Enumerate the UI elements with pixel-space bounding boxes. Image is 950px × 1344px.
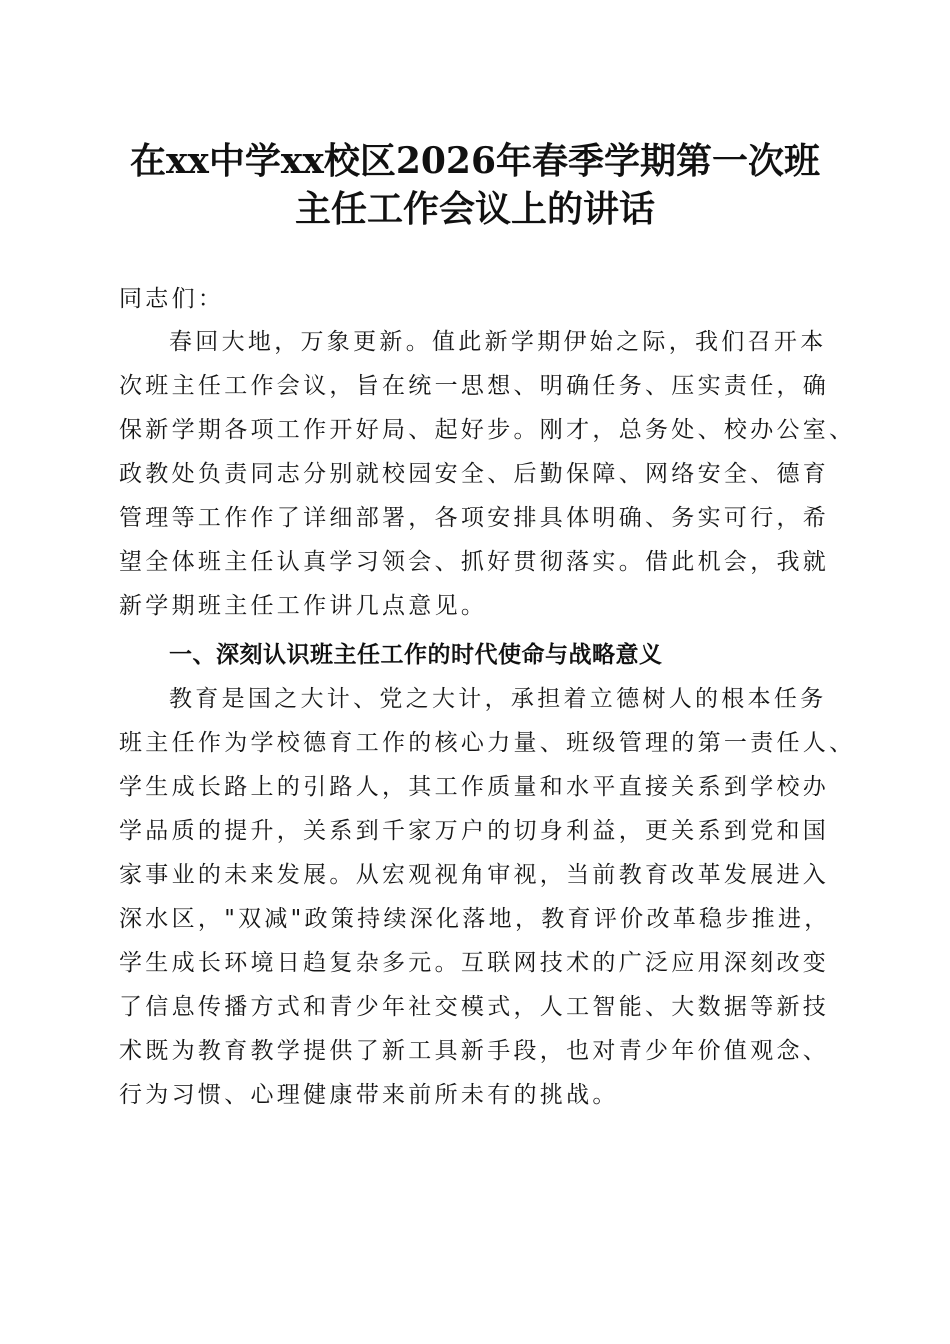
section1-line: 行为习惯、心理健康带来前所未有的挑战。: [119, 1082, 619, 1108]
section1-line: 了信息传播方式和青少年社交模式，人工智能、大数据等新技: [119, 994, 830, 1020]
document-title-line-1: 在xx中学xx校区2026年春季学期第一次班: [129, 140, 821, 182]
section1-line: 班主任作为学校德育工作的核心力量、班级管理的第一责任人、: [119, 730, 856, 756]
intro-line: 次班主任工作会议，旨在统一思想、明确任务、压实责任，确: [119, 373, 830, 399]
section1-line: 术既为教育教学提供了新工具新手段，也对青少年价值观念、: [119, 1038, 830, 1064]
intro-line: 政教处负责同志分别就校园安全、后勤保障、网络安全、德育: [119, 461, 830, 487]
intro-line: 新学期班主任工作讲几点意见。: [119, 593, 488, 619]
section1-line: 教育是国之大计、党之大计，承担着立德树人的根本任务: [169, 686, 827, 712]
intro-line: 管理等工作作了详细部署，各项安排具体明确、务实可行，希: [119, 505, 830, 531]
section1-line: 学品质的提升，关系到千家万户的切身利益，更关系到党和国: [119, 818, 830, 844]
intro-line: 保新学期各项工作开好局、起好步。刚才，总务处、校办公室、: [119, 417, 856, 443]
section1-line: 深水区，"双减"政策持续深化落地，教育评价改革稳步推进，: [119, 906, 831, 932]
section-heading-1: 一、深刻认识班主任工作的时代使命与战略意义: [169, 642, 663, 668]
section1-line: 学生成长路上的引路人，其工作质量和水平直接关系到学校办: [119, 774, 830, 800]
section1-line: 学生成长环境日趋复杂多元。互联网技术的广泛应用深刻改变: [119, 950, 830, 976]
section1-line: 家事业的未来发展。从宏观视角审视，当前教育改革发展进入: [119, 862, 830, 888]
intro-line: 春回大地，万象更新。值此新学期伊始之际，我们召开本: [169, 329, 827, 355]
intro-line: 望全体班主任认真学习领会、抓好贯彻落实。借此机会，我就: [119, 549, 830, 575]
salutation: 同志们：: [119, 286, 225, 312]
document-title-line-2: 主任工作会议上的讲话: [294, 188, 655, 230]
